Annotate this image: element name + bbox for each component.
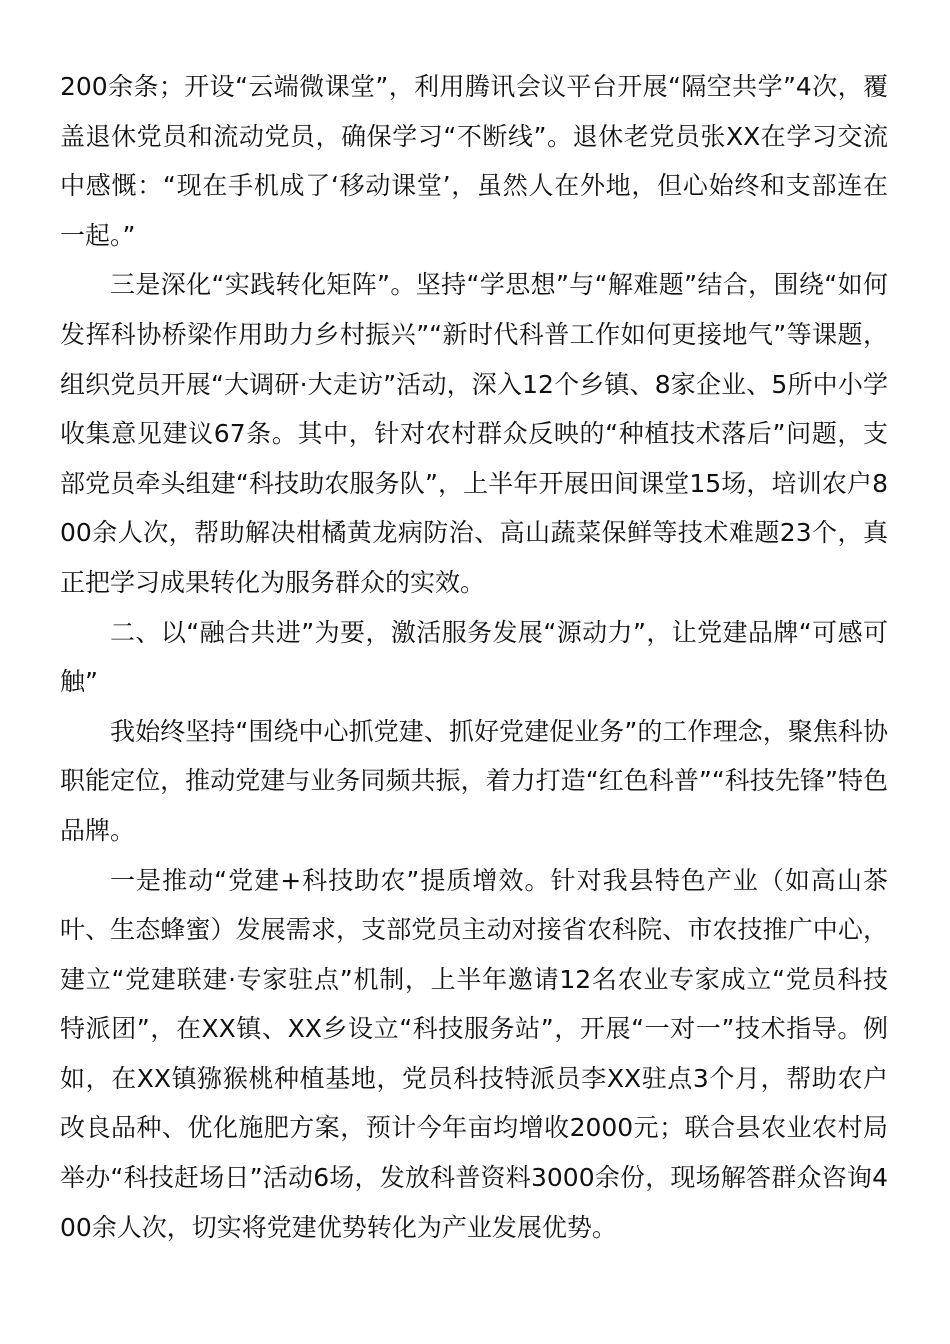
paragraph-work-philosophy: 我始终坚持“围绕中心抓党建、抓好党建促业务”的工作理念，聚焦科协职能定位，推动党建与业务同频共振，着力打造“红色科普”“科技先锋”特色品牌。 xyxy=(60,716,888,845)
document-page xyxy=(60,62,888,1252)
section-heading-2: 二、以“融合共进”为要，激活服务发展“源动力”，让党建品牌“可感可触” xyxy=(60,617,888,697)
paragraph-tech-agriculture: 一是推动“党建+科技助农”提质增效。针对我县特色产业（如高山茶叶、生态蜂蜜）发展需求，支部党员主动对接省农科院、市农技推广中心，建立“党建联建·专家驻点”机制，上半年邀请12名农业专家成立“党员科技特派团”，在XX镇、XX乡设立“科技服务站”，开展“一对一”技术指导。例如，在XX镇猕猴桃种植基地，党员科技特派员李XX驻点3个月，帮助农户改良品种、优化施肥方案，预计今年亩均增收2000元；联合县农业农村局举办“科技赶场日”活动6场，发放科普资料3000余份，现场解答群众咨询400余人次，切实将党建优势转化为产业发展优势。 xyxy=(60,865,888,1242)
paragraph-continuation: 200余条；开设“云端微课堂”，利用腾讯会议平台开展“隔空共学”4次，覆盖退休党员和流动党员，确保学习“不断线”。退休老党员张XX在学习交流中感慨：“现在手机成了‘移动课堂’，虽然人在外地，但心始终和支部连在一起。” xyxy=(60,72,888,250)
paragraph-practice-transformation: 三是深化“实践转化矩阵”。坚持“学思想”与“解难题”结合，围绕“如何发挥科协桥梁作用助力乡村振兴”“新时代科普工作如何更接地气”等课题，组织党员开展“大调研·大走访”活动，深入12个乡镇、8家企业、5所中小学收集意见建议67条。其中，针对农村群众反映的“种植技术落后”问题，支部党员牵头组建“科技助农服务队”，上半年开展田间课堂15场，培训农户800余人次，帮助解决柑橘黄龙病防治、高山蔬菜保鲜等技术难题23个，真正把学习成果转化为服务群众的实效。 xyxy=(60,270,888,597)
